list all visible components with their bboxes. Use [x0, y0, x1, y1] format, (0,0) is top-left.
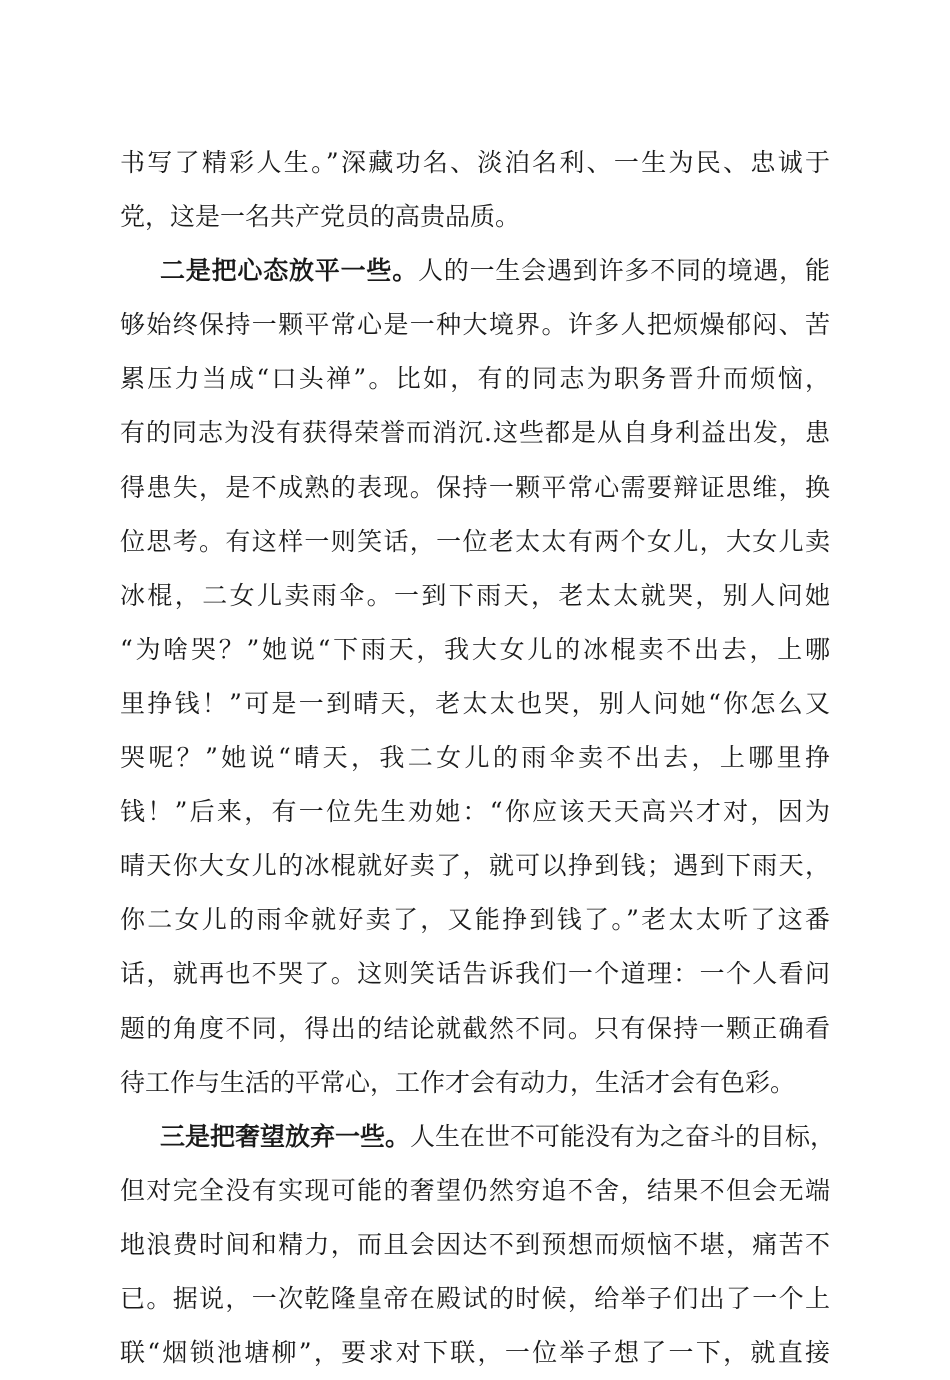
text-line: 位思考。有这样一则笑话，一位老太太有两个女儿，大女儿卖	[120, 526, 830, 556]
text-line: 话，就再也不哭了。这则笑话告诉我们一个道理：一个人看问	[120, 959, 830, 989]
text-line: 够始终保持一颗平常心是一种大境界。许多人把烦燥郁闷、苦	[120, 310, 830, 340]
section-heading-2: 二是把心态放平一些。	[160, 256, 418, 286]
text-line: 里挣钱！”可是一到晴天，老太太也哭，别人问她“你怎么又	[120, 688, 830, 718]
text-segment: 人的一生会遇到许多不同的境遇，能	[418, 256, 830, 286]
section-heading-3: 三是把奢望放弃一些。	[160, 1121, 411, 1151]
text-line: 有的同志为没有获得荣誉而消沉.这些都是从自身利益出发，患	[120, 418, 830, 448]
text-line: 钱！”后来，有一位先生劝她：“你应该天天高兴才对，因为	[120, 797, 830, 827]
text-line: 题的角度不同，得出的结论就截然不同。只有保持一颗正确看	[120, 1013, 830, 1043]
text-line: 你二女儿的雨伞就好卖了，又能挣到钱了。”老太太听了这番	[120, 905, 830, 935]
text-line: 得患失，是不成熟的表现。保持一颗平常心需要辩证思维，换	[120, 472, 830, 502]
text-line: “为啥哭？”她说“下雨天，我大女儿的冰棍卖不出去，上哪	[120, 634, 830, 664]
text-line: 哭呢？”她说“晴天，我二女儿的雨伞卖不出去，上哪里挣	[120, 743, 830, 773]
text-line: 累压力当成“口头禅”。比如，有的同志为职务晋升而烦恼，	[120, 364, 830, 394]
text-line: 书写了精彩人生。”深藏功名、淡泊名利、一生为民、忠诚于	[120, 148, 830, 177]
text-line: 待工作与生活的平常心，工作才会有动力，生活才会有色彩。	[120, 1067, 796, 1097]
text-line: 已。据说，一次乾隆皇帝在殿试的时候，给举子们出了一个上	[120, 1283, 830, 1313]
text-line: 党，这是一名共产党员的高贵品质。	[120, 202, 521, 232]
paragraph-start-line	[120, 1110, 836, 1164]
body-text	[120, 136, 836, 1380]
text-line: 地浪费时间和精力，而且会因达不到预想而烦恼不堪，痛苦不	[120, 1229, 830, 1259]
text-line: 晴天你大女儿的冰棍就好卖了，就可以挣到钱；遇到下雨天，	[120, 851, 830, 881]
text-line: 联“烟锁池塘柳”，要求对下联，一位举子想了一下，就直接	[120, 1338, 830, 1368]
text-line: 冰棍，二女儿卖雨伞。一到下雨天，老太太就哭，别人问她	[120, 580, 830, 610]
text-segment: 人生在世不可能没有为之奋斗的目标，	[410, 1121, 836, 1151]
text-line: 但对完全没有实现可能的奢望仍然穷追不舍，结果不但会无端	[120, 1175, 830, 1205]
paragraph-start-line	[120, 244, 830, 298]
